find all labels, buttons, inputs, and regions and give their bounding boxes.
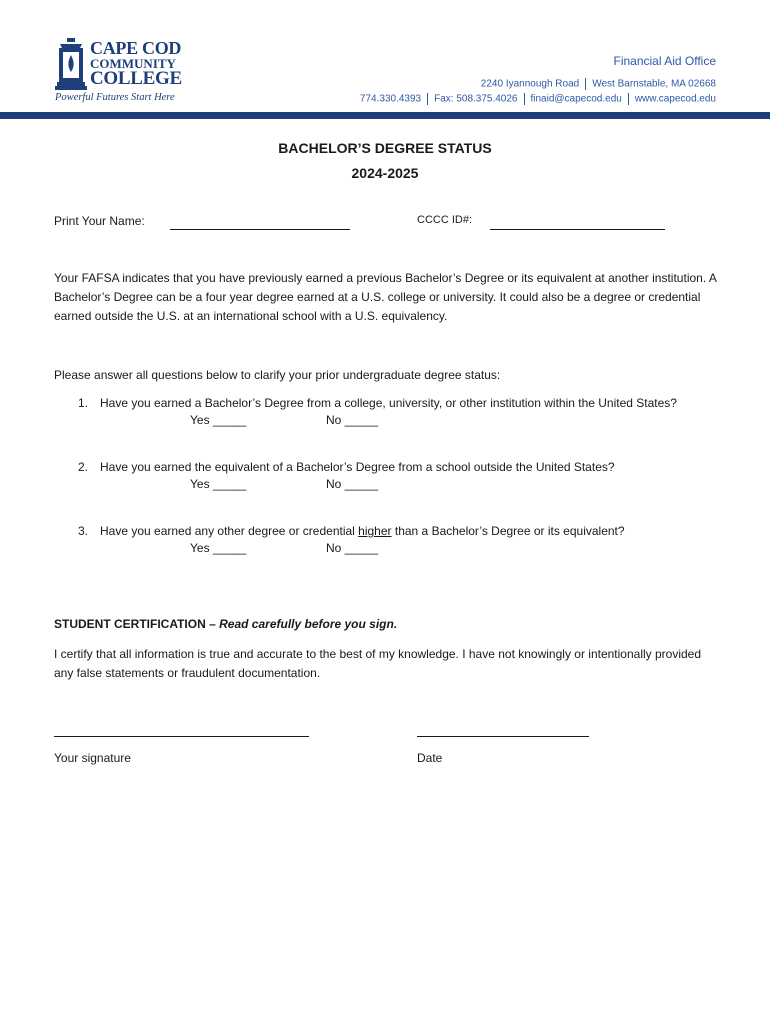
divider bbox=[524, 93, 525, 105]
question-2-yes[interactable]: Yes _____ bbox=[190, 477, 247, 491]
phone-number: 774.330.4393 bbox=[359, 93, 422, 105]
address-line bbox=[481, 78, 716, 90]
street-address: 2240 Iyannough Road bbox=[480, 78, 580, 90]
divider bbox=[628, 93, 629, 105]
question-2-no[interactable]: No _____ bbox=[326, 477, 379, 491]
certification-dash: – bbox=[205, 617, 220, 631]
logo-line-3: COLLEGE bbox=[90, 68, 182, 89]
fax-number: Fax: 508.375.4026 bbox=[434, 93, 518, 105]
logo-tagline: Powerful Futures Start Here bbox=[55, 92, 175, 103]
question-3-text-part: Have you earned any other degree or credential bbox=[100, 524, 359, 538]
logo-wordmark bbox=[90, 38, 182, 89]
question-1-text: Have you earned a Bachelor’s Degree from a college, university, or other institution within the United States? bbox=[100, 396, 677, 410]
question-2-text: Have you earned the equivalent of a Bachelor’s Degree from a school outside the United States? bbox=[100, 460, 615, 474]
question-1-yes[interactable]: Yes _____ bbox=[190, 413, 247, 427]
date-label: Date bbox=[417, 751, 443, 765]
document-year: 2024-2025 bbox=[351, 165, 419, 181]
question-3-text bbox=[100, 524, 625, 538]
office-name: Financial Aid Office bbox=[613, 54, 716, 68]
logo-line-1: CAPE COD bbox=[90, 38, 182, 58]
question-3-yes[interactable]: Yes _____ bbox=[190, 541, 247, 555]
logo-line-2: COMMUNITY bbox=[90, 56, 176, 71]
name-label: Print Your Name: bbox=[54, 214, 145, 228]
document-title: BACHELOR’S DEGREE STATUS bbox=[278, 140, 492, 156]
question-1-number: 1. bbox=[78, 396, 89, 410]
date-line[interactable] bbox=[417, 736, 589, 737]
id-label: CCCC ID#: bbox=[417, 214, 473, 226]
city-address: West Barnstable, MA 02668 bbox=[592, 78, 716, 90]
name-field[interactable] bbox=[170, 229, 350, 230]
header-bar bbox=[0, 112, 770, 119]
certification-title: STUDENT CERTIFICATION bbox=[54, 617, 206, 631]
lighthouse-lantern-icon bbox=[54, 38, 88, 92]
contact-line bbox=[360, 93, 716, 105]
certification-text: I certify that all information is true and accurate to the best of my knowledge. I have not knowingly or intentionally provided any false statements or fraudulent documentation. bbox=[54, 647, 702, 680]
signature-label: Your signature bbox=[54, 751, 131, 765]
divider bbox=[427, 93, 428, 105]
signature-line[interactable] bbox=[54, 736, 309, 737]
intro-paragraph: Your FAFSA indicates that you have previously earned a previous Bachelor’s Degree or its equivalent at another institution. A Bachelor’s Degree can be a four year degree earned at a U.S. college or university. It could also be a degree or credential earned outside the U.S. at an international school with a U.S. equivalency. bbox=[54, 271, 717, 323]
question-2-number: 2. bbox=[78, 460, 89, 474]
instructions-text: Please answer all questions below to clarify your prior undergraduate degree status: bbox=[54, 368, 501, 382]
question-3-text-part: than a Bachelor’s Degree or its equivalent? bbox=[391, 524, 625, 538]
question-3-emphasis: higher bbox=[358, 524, 392, 538]
divider bbox=[585, 78, 586, 90]
email-link[interactable]: finaid@capecod.edu bbox=[530, 93, 622, 105]
question-1-no[interactable]: No _____ bbox=[326, 413, 379, 427]
college-logo bbox=[54, 38, 184, 104]
question-3-no[interactable]: No _____ bbox=[326, 541, 379, 555]
question-3-number: 3. bbox=[78, 524, 89, 538]
certification-warning: Read carefully before you sign. bbox=[219, 617, 398, 631]
website-link[interactable]: www.capecod.edu bbox=[634, 93, 716, 105]
id-field[interactable] bbox=[490, 229, 665, 230]
certification-heading bbox=[54, 617, 397, 631]
